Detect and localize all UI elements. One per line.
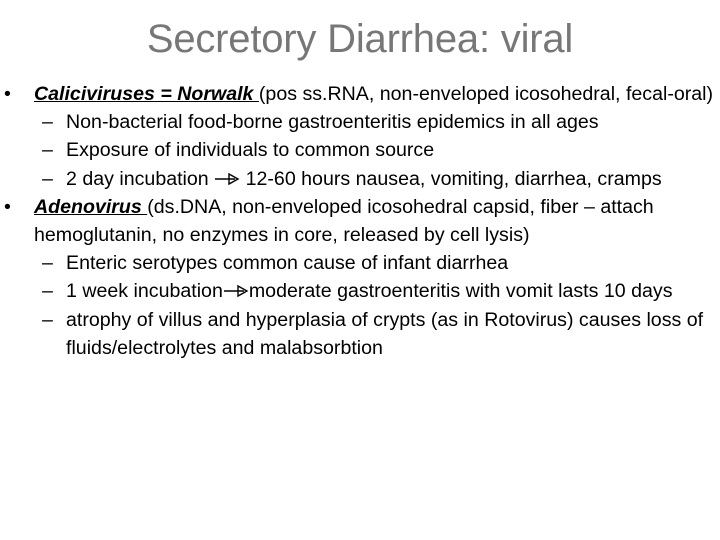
bullet-marker: • bbox=[4, 83, 11, 105]
adenovirus-term: Adenovirus bbox=[34, 195, 148, 218]
sub-bullet-text-after: moderate gastroenteritis with vomit lasts 10 days bbox=[248, 280, 673, 303]
sub-bullet-exposure bbox=[0, 136, 720, 164]
sub-bullet-adeno-incubation bbox=[0, 277, 720, 305]
sub-bullet-text: Enteric serotypes common cause of infant diarrhea bbox=[66, 252, 509, 275]
sub-bullet-marker: – bbox=[42, 280, 53, 303]
sub-bullet-epidemics bbox=[0, 108, 720, 136]
caliciviruses-description: (pos ss.RNA, non-enveloped icosohedral, fecal-oral) bbox=[258, 83, 714, 105]
slide-body bbox=[0, 80, 720, 362]
sub-bullet-marker: – bbox=[42, 139, 53, 162]
bullet-caliciviruses bbox=[0, 80, 720, 108]
sub-bullet-marker: – bbox=[42, 308, 53, 331]
sub-bullet-serotypes bbox=[0, 249, 720, 277]
right-arrow-icon bbox=[223, 284, 249, 298]
adenovirus-description: (ds.DNA, non-enveloped icosohedral capsid, fiber – attach hemoglutanin, no enzymes in core, released by cell lysis) bbox=[34, 195, 654, 247]
sub-bullet-atrophy bbox=[0, 306, 720, 362]
sub-bullet-calici-incubation bbox=[0, 165, 720, 193]
bullet-marker: • bbox=[4, 195, 11, 218]
sub-bullet-text: atrophy of villus and hyperplasia of crypts (as in Rotovirus) causes loss of fluids/electrolytes and malabsorbtion bbox=[66, 308, 704, 359]
bullet-adenovirus bbox=[0, 193, 720, 249]
slide-title: Secretory Diarrhea: viral bbox=[146, 17, 574, 61]
sub-bullet-marker: – bbox=[42, 167, 53, 190]
sub-bullet-text-after: 12-60 hours nausea, vomiting, diarrhea, cramps bbox=[240, 167, 662, 190]
sub-bullet-text: Non-bacterial food-borne gastroenteritis epidemics in all ages bbox=[66, 111, 599, 134]
sub-bullet-text-before: 1 week incubation bbox=[66, 280, 223, 303]
sub-bullet-text-before: 2 day incubation bbox=[66, 167, 215, 190]
caliciviruses-term: Caliciviruses = Norwalk bbox=[34, 83, 259, 105]
sub-bullet-marker: – bbox=[42, 252, 53, 275]
sub-bullet-text: Exposure of individuals to common source bbox=[66, 139, 435, 162]
sub-bullet-marker: – bbox=[42, 111, 53, 134]
right-arrow-icon bbox=[214, 172, 240, 186]
